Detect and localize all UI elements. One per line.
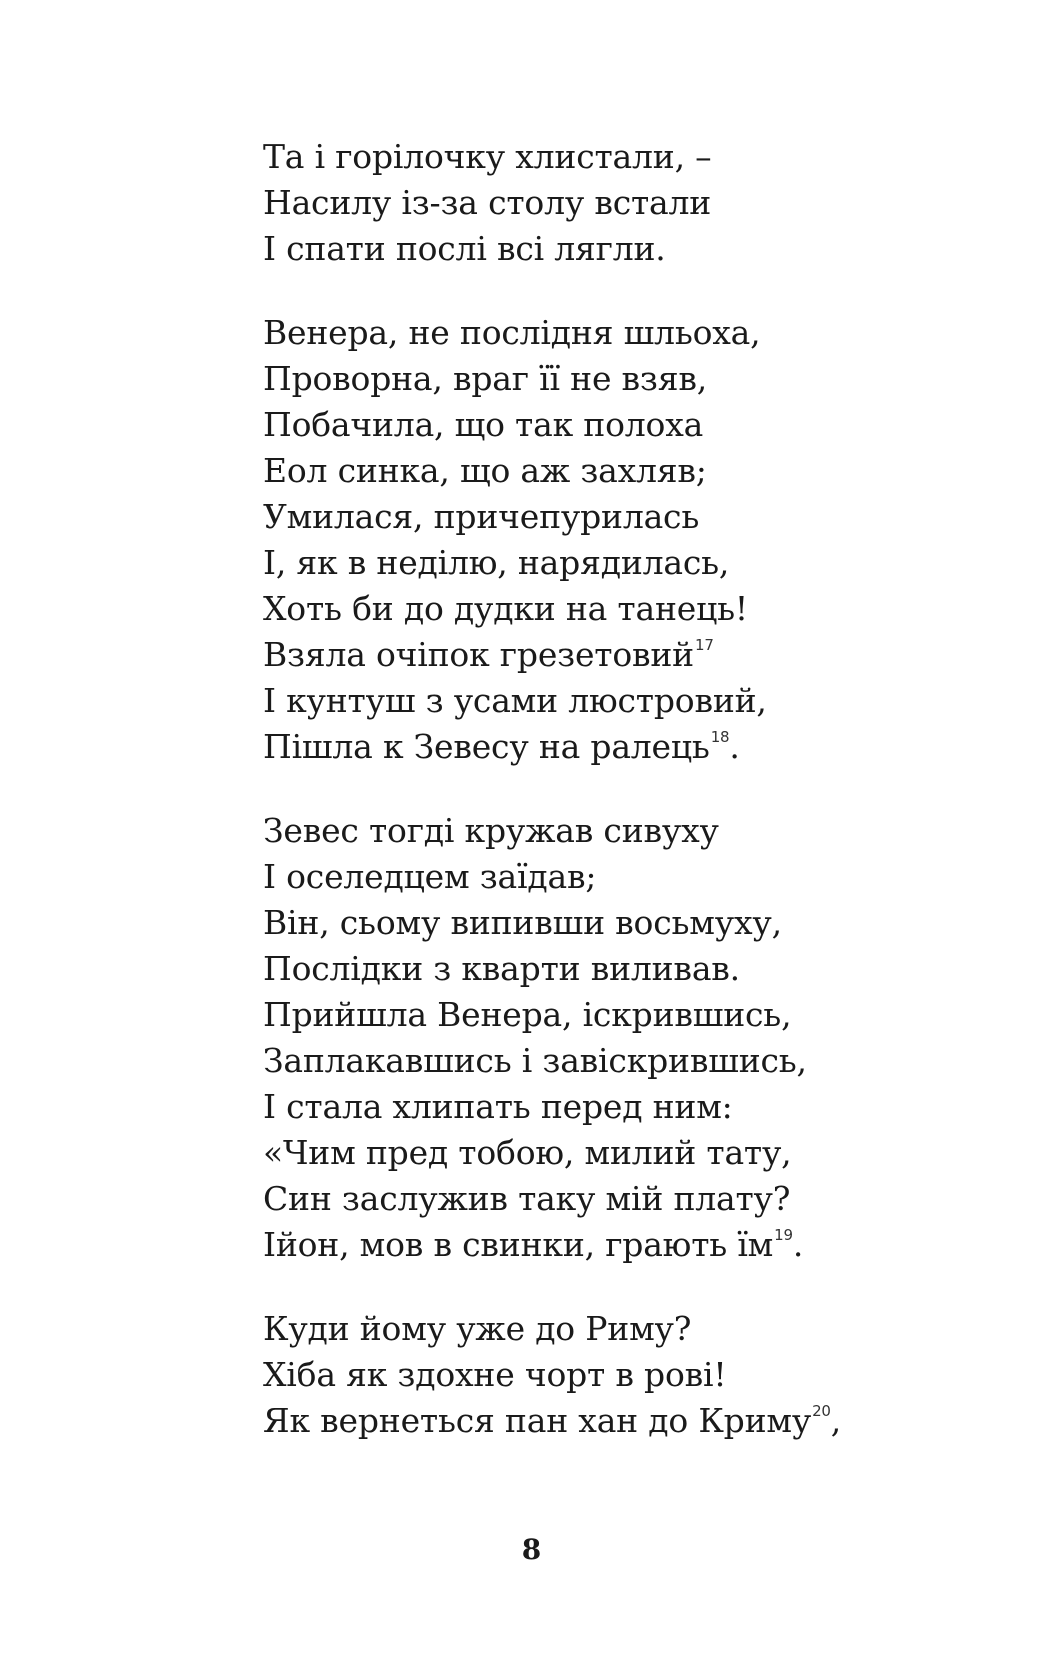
stanza [263,134,1023,272]
poem-line [263,356,1023,402]
stanza [263,310,1023,770]
poem-line [263,402,1023,448]
poem-line [263,946,1023,992]
poem-line-text: І кунтуш з усами люстровий, [263,681,767,720]
poem-line [263,900,1023,946]
poem-line-text: Побачила, що так полоха [263,405,704,444]
poem-line-punctuation: , [830,1401,842,1440]
poem-line-text: І стала хлипать перед ним: [263,1087,733,1126]
poem-line [263,1222,1023,1268]
stanza [263,1306,1023,1444]
footnote-marker: 17 [694,636,714,654]
poem-line [263,992,1023,1038]
poem-line-punctuation: . [729,727,740,766]
poem-line-text: Зевес тогді кружав сивуху [263,811,719,850]
footnote-marker: 18 [710,728,730,746]
poem-line-text: Еол синка, що аж захляв; [263,451,707,490]
poem-line-text: Син заслужив таку мій плату? [263,1179,791,1218]
poem-line [263,678,1023,724]
poem-line-text: Хіба як здохне чорт в рові! [263,1355,727,1394]
page-number: 8 [521,1533,542,1566]
poem-line-text: Заплакавшись і завіскрившись, [263,1041,807,1080]
poem-line [263,1038,1023,1084]
poem-line [263,494,1023,540]
poem-line-text: Послідки з кварти виливав. [263,949,740,988]
poem-line [263,724,1023,770]
poem-line-text: Ійон, мов в свинки, грають їм [263,1225,774,1264]
poem-line [263,1130,1023,1176]
poem-line-text: Проворна, враг її не взяв, [263,359,708,398]
stanza [263,808,1023,1268]
poem-line-text: Насилу із-за столу встали [263,183,712,222]
poem-line [263,586,1023,632]
poem-line-text: Прийшла Венера, іскрившись, [263,995,792,1034]
poem-line [263,632,1023,678]
poem-line [263,854,1023,900]
footnote-marker: 20 [812,1402,831,1420]
poem-line [263,1176,1023,1222]
poem-line-text: Як вернеться пан хан до Криму [263,1401,812,1440]
poem-line [263,310,1023,356]
poem-line [263,226,1023,272]
poem-line [263,540,1023,586]
poem-line-punctuation: . [792,1225,804,1264]
poem-line-text: Пішла к Зевесу на ралець [263,727,710,766]
poem-line-text: Куди йому уже до Риму? [263,1309,692,1348]
poem-line-text: Він, сьому випивши восьмуху, [263,903,782,942]
poem-line [263,180,1023,226]
poem-line-text: Хоть би до дудки на танець! [263,589,748,628]
poem-line-text: Умилася, причепурилась [263,497,700,536]
poem-line [263,1306,1023,1352]
poem-line [263,1352,1023,1398]
poem-line-text: Та і горілочку хлистали, – [263,137,712,176]
poem-line-text: І, як в неділю, нарядилась, [263,543,730,582]
poem-line [263,1398,1023,1444]
poem-text [263,134,1023,1482]
poem-line-text: «Чим пред тобою, милий тату, [263,1133,792,1172]
poem-line [263,1084,1023,1130]
poem-line-text: І оселедцем заїдав; [263,857,597,896]
poem-line [263,134,1023,180]
poem-line-text: Венера, не послідня шльоха, [263,313,761,352]
poem-line [263,448,1023,494]
footnote-marker: 19 [774,1226,793,1244]
poem-line-text: Взяла очіпок грезетовий [263,635,694,674]
poem-line [263,808,1023,854]
poem-line-text: І спати послі всі лягли. [263,229,666,268]
